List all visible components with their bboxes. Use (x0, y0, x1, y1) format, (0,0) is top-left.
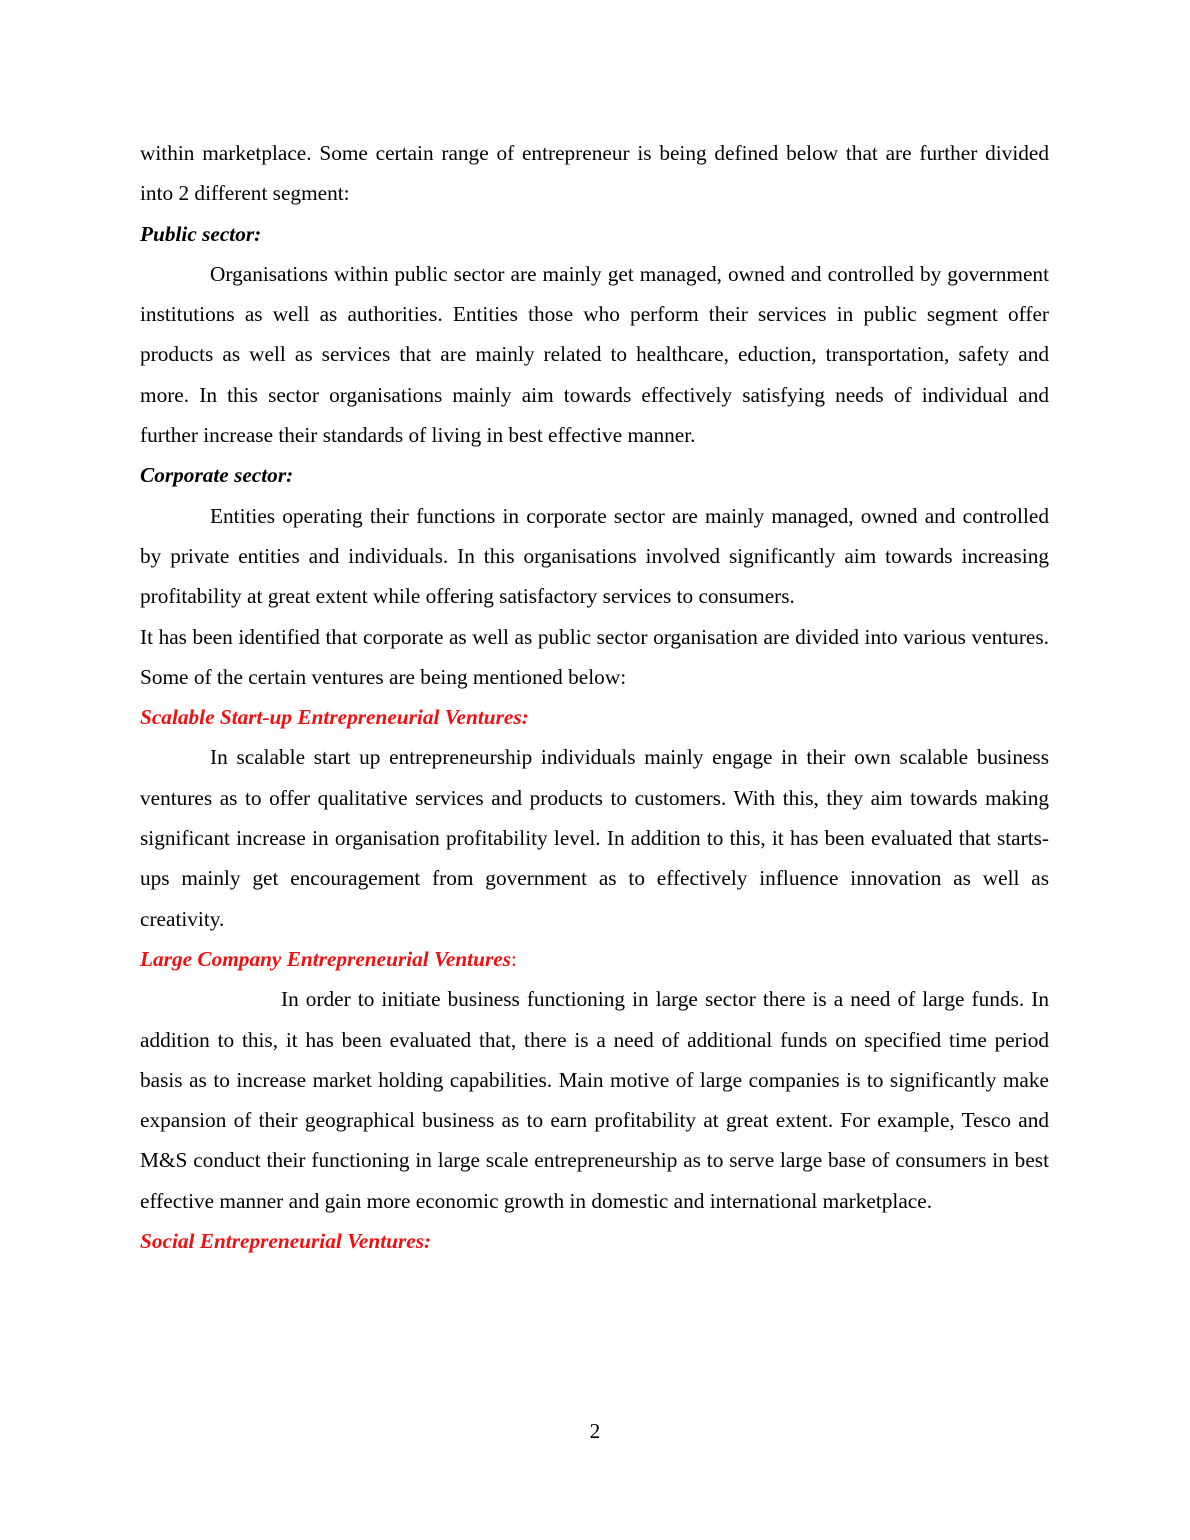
ventures-intro-paragraph: It has been identified that corporate as well as public sector organisation are divided into various ventures. Some of the certain ventures are being mentioned below: (140, 624, 1049, 689)
large-company-heading-colon: : (510, 946, 517, 971)
social-ventures-heading: Social Entrepreneurial Ventures: (140, 1229, 432, 1254)
corporate-sector-paragraph: Entities operating their functions in corporate sector are mainly managed, owned and controlled by private entities and individuals. In this organisations involved significantly aim towards increasing profitability at great extent while offering satisfactory services to consumers. (140, 503, 1049, 609)
large-company-heading: Large Company Entrepreneurial Ventures (140, 946, 511, 971)
document-page (140, 133, 1049, 1261)
page-number: 2 (589, 1419, 601, 1443)
scalable-startup-heading: Scalable Start-up Entrepreneurial Ventures: (140, 705, 529, 730)
public-sector-paragraph: Organisations within public sector are mainly get managed, owned and controlled by government institutions as well as authorities. Entities those who perform their services in public segment offer products as well as services that are mainly related to healthcare, eduction, transportation, safety and more. In this sector organisations mainly aim towards effectively satisfying needs of individual and further increase their standards of living in best effective manner. (140, 261, 1049, 448)
public-sector-heading: Public sector: (140, 221, 262, 246)
large-company-paragraph: In order to initiate business functioning in large sector there is a need of large funds. In addition to this, it has been evaluated that, there is a need of additional funds on specified time period basis as to increase market holding capabilities. Main motive of large companies is to significantly make expansion of their geographical business as to earn profitability at great extent. For example, Tesco and M&S conduct their functioning in large scale entrepreneurship as to serve large base of consumers in best effective manner and gain more economic growth in domestic and international marketplace. (140, 987, 1049, 1213)
large-company-heading-line (140, 939, 1049, 979)
intro-paragraph: within marketplace. Some certain range of entrepreneur is being defined below that are further divided into 2 different segment: (140, 141, 1049, 206)
scalable-startup-paragraph: In scalable start up entrepreneurship individuals mainly engage in their own scalable business ventures as to offer qualitative services and products to customers. With this, they aim towards making significant increase in organisation profitability level. In addition to this, it has been evaluated that starts-ups mainly get encouragement from government as to effectively influence innovation as well as creativity. (140, 745, 1049, 931)
corporate-sector-heading: Corporate sector: (140, 463, 294, 488)
